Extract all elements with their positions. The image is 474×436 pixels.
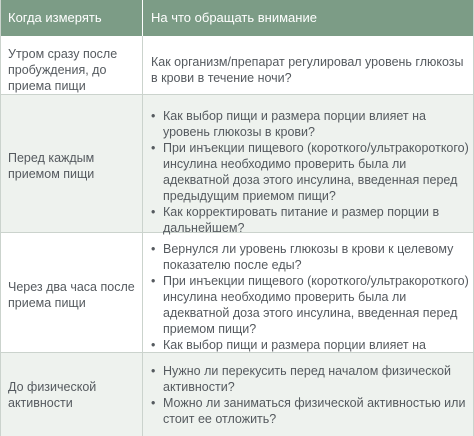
table-row <box>0 353 474 436</box>
column-divider <box>142 95 143 232</box>
bullet-dot: • <box>151 242 156 256</box>
bullet-dot: • <box>151 364 156 378</box>
bullet-dot: • <box>151 396 156 410</box>
list-item <box>151 363 469 395</box>
table-row <box>0 95 474 233</box>
row-what: Как организм/препарат регулировал уровень глюкозы в крови в течение ночи? <box>151 55 464 85</box>
row-bullets <box>151 241 469 369</box>
list-item-text: Как корректировать питание и размер порции в дальнейшем? <box>163 205 440 235</box>
column-divider <box>142 353 143 436</box>
row-bullets <box>151 363 469 427</box>
list-item <box>151 140 469 204</box>
list-item <box>151 108 469 140</box>
row-bullets <box>151 108 469 236</box>
bullet-dot: • <box>151 205 156 219</box>
row-when: Утром сразу после пробуждения, до приема пищи <box>8 47 118 93</box>
list-item <box>151 273 469 337</box>
row-when: До физической активности <box>8 380 97 410</box>
header-when: Когда измерять <box>8 10 102 25</box>
list-item-text: Как выбор пищи и размера порции влияет на уровень глюкозы в крови? <box>163 109 426 139</box>
list-item-text: Как выбор пищи и размера порции влияет на <box>163 338 426 352</box>
bullet-dot: • <box>151 338 156 352</box>
list-item-text: Нужно ли перекусить перед началом физической активности? <box>163 364 451 394</box>
list-item-text: Вернулся ли уровень глюкозы в крови к целевому показателю после еды? <box>163 242 454 272</box>
list-item <box>151 204 469 236</box>
list-item <box>151 241 469 273</box>
list-item-text: При инъекции пищевого (короткого/ультракороткого) инсулина необходимо проверить была ли адекватной доза этого инсулина, введенная перед предыдущим приемом пищи? <box>163 141 469 203</box>
header-what: На что обращать внимание <box>151 10 317 25</box>
list-item-text: Можно ли заниматься физической активностью или стоит ее отложить? <box>163 396 466 426</box>
bullet-dot: • <box>151 109 156 123</box>
row-when: Перед каждым приемом пищи <box>8 151 95 181</box>
table-row <box>0 36 474 95</box>
table-row <box>0 233 474 353</box>
table-header <box>0 0 474 36</box>
row-when: Через два часа после приема пищи <box>8 280 135 310</box>
bullet-dot: • <box>151 141 156 155</box>
header-divider <box>142 0 143 36</box>
list-item <box>151 395 469 427</box>
column-divider <box>142 36 143 94</box>
column-divider <box>142 233 143 352</box>
bullet-dot: • <box>151 274 156 288</box>
list-item-text: При инъекции пищевого (короткого/ультракороткого) инсулина необходимо проверить была ли адекватной доза этого инсулина, введенная перед приемом пищи? <box>163 274 469 336</box>
